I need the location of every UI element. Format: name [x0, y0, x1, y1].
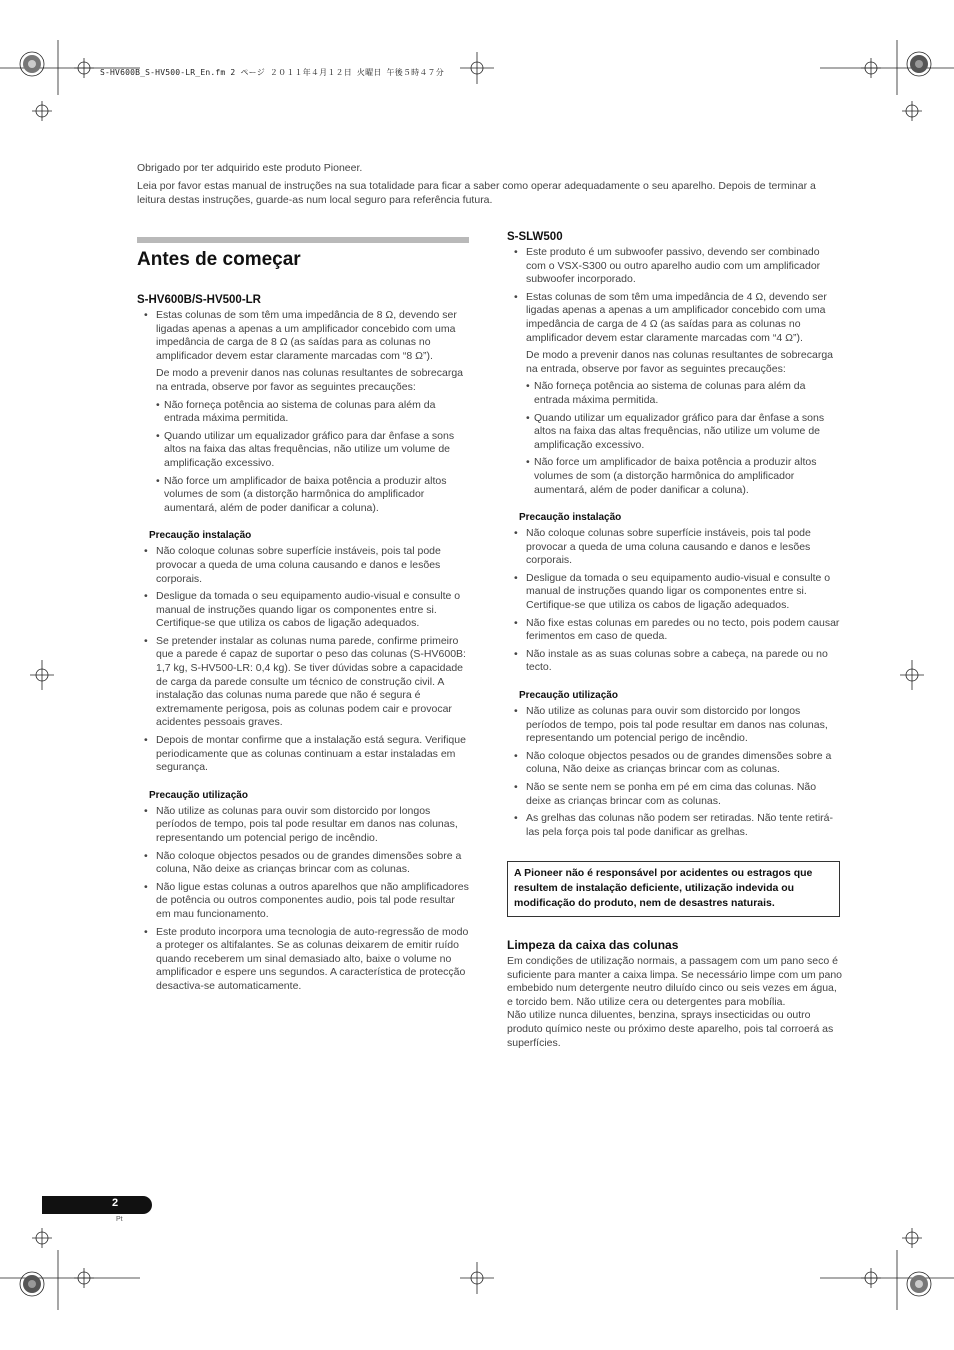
crosshair-icon: [902, 1228, 922, 1248]
crosshair-icon: [861, 58, 881, 78]
dial-target-icon: [20, 52, 44, 76]
precaution-sublist: [137, 399, 472, 516]
precaution-sublist: [507, 380, 842, 497]
page-number-tab: [42, 1196, 152, 1214]
list-item: • Não coloque colunas sobre superfície instáveis, pois tal pode provocar a queda de uma coluna causando e danos e lesões corporais.: [507, 527, 842, 568]
use-heading: Precaução utilização: [519, 690, 618, 702]
model-heading: S-HV600B/S-HV500-LR: [137, 294, 261, 306]
cleaning-paragraph: Em condições de utilização normais, a passagem com um pano seco é suficiente para manter a caixa limpa. Se necessário limpe com um pano embebido num detergente neutro diluído cinco ou seis vezes em água, e torcido bem. Não utilize cera ou detergentes para mobília.: [507, 954, 842, 1008]
list-item: • Não instale as as suas colunas sobre a cabeça, na parede ou no tecto.: [507, 648, 842, 675]
page-title: Antes de começar: [137, 249, 301, 270]
crosshair-icon: [74, 1268, 94, 1288]
list-item: • Não se sente nem se ponha em pé em cima das colunas. Não deixe as crianças brincar com as colunas.: [507, 781, 842, 808]
install-list: [507, 527, 842, 675]
page-number: 2: [112, 1197, 119, 1209]
language-code: Pt: [116, 1216, 123, 1223]
list-item: • Não forneça potência ao sistema de colunas para além da entrada máxima permitida.: [137, 399, 472, 426]
impedance-list: [137, 309, 472, 363]
crosshair-icon: [900, 660, 924, 690]
list-item: • Estas colunas de som têm uma impedância de 4 Ω, devendo ser ligadas apenas a apenas a um amplificador concebido com uma impedância de carga de 4 Ω (as saídas para as colunas no amplificador devem estar claramente marcadas com “4 Ω”).: [507, 291, 842, 345]
crosshair-icon: [74, 58, 94, 78]
right-column: [507, 230, 842, 1050]
list-item: • Desligue da tomada o seu equipamento audio-visual e consulte o manual de instruções quando ligar os componentes entre si. Certifique-se que utiliza os cabos de ligação adequados.: [507, 572, 842, 613]
dial-target-icon: [20, 1272, 44, 1296]
list-item: • Estas colunas de som têm uma impedância de 8 Ω, devendo ser ligadas apenas a apenas a um amplificador concebido com uma impedância de carga de 8 Ω (as saídas para as colunas no amplificador devem estar claramente marcadas com “8 Ω”).: [137, 309, 472, 363]
crosshair-icon: [861, 1268, 881, 1288]
subwoofer-list: [507, 246, 842, 345]
list-item: • Não force um amplificador de baixa potência a produzir altos volumes de som (a distorção harmônica do amplificador aumentará, além de poder danificar a coluna).: [137, 475, 472, 516]
list-item: • Não forneça potência ao sistema de colunas para além da entrada máxima permitida.: [507, 380, 842, 407]
list-item: • Não utilize as colunas para ouvir som distorcido por longos períodos de tempo, pois tal pode resultar em danos nas colunas, representando um potencial perigo de incêndio.: [137, 805, 472, 846]
list-item: • Se pretender instalar as colunas numa parede, confirme primeiro que a parede é capaz de suportar o peso das colunas (S-HV600B: 1,7 kg, S-HV500-LR: 0,4 kg). Se tiver dúvidas sobre a capacidade de carga da parede consulte um técnico de construção civil. A instalação das colunas numa parede que não é segura é extremamente perigosa, pois as colunas podem cair e provocar acidentes pessoais graves.: [137, 635, 472, 730]
intro-thanks: Obrigado por ter adquirido este produto Pioneer.: [137, 162, 363, 174]
intro-instructions: Leia por favor estas manual de instruções na sua totalidade para ficar a saber como operar adequadamente o seu aparelho. Depois de terminar a leitura destas instruções, guarde-as num local seguro para referência futura.: [137, 180, 816, 206]
crosshair-icon: [460, 52, 494, 84]
crosshair-icon: [460, 1262, 494, 1294]
list-item: • Não coloque objectos pesados ou de grandes dimensões sobre a coluna, Não deixe as crianças brincar com as colunas.: [137, 850, 472, 877]
crosshair-icon: [902, 101, 922, 121]
list-item: • As grelhas das colunas não podem ser retiradas. Não tente retirá-las pela força pois tal pode danificar as grelhas.: [507, 812, 842, 839]
list-item: • Este produto incorpora uma tecnologia de auto-regressão de modo a proteger os altifalantes. Se as colunas deixarem de emitir ruído quando receberem um sinal demasiado alto, baixe o volume no amplificador e espere uns segundos. A característica de protecção desactiva-se automaticamente.: [137, 926, 472, 994]
install-list: [137, 545, 472, 775]
list-item: • Não coloque colunas sobre superfície instáveis, pois tal pode provocar a queda de uma coluna causando e danos e lesões corporais.: [137, 545, 472, 586]
prevent-paragraph: De modo a prevenir danos nas colunas resultantes de sobrecarga na entrada, observe por favor as seguintes precauções:: [156, 367, 464, 393]
use-list: [137, 805, 472, 994]
prevent-paragraph: De modo a prevenir danos nas colunas resultantes de sobrecarga na entrada, observe por favor as seguintes precauções:: [526, 349, 834, 375]
intro: [137, 161, 827, 211]
install-heading: Precaução instalação: [519, 512, 622, 524]
use-heading: Precaução utilização: [149, 789, 248, 801]
dial-target-icon: [907, 52, 931, 76]
left-column: [137, 237, 472, 998]
list-item: • Quando utilizar um equalizador gráfico para dar ênfase a sons altos na faixa das altas frequências, não utilize um volume de amplificação excessivo.: [507, 412, 842, 453]
file-header: S-HV600B_S-HV500-LR_En.fm 2 ページ ２０１１年４月１２日 火曜日 午後５時４７分: [100, 68, 444, 77]
crosshair-icon: [30, 660, 54, 690]
title-bar: [137, 237, 469, 243]
model-heading: S-SLW500: [507, 231, 563, 243]
list-item: • Não ligue estas colunas a outros aparelhos que não amplificadores de potência ou outros componentes audio, pois tal pode resultar em mau funcionamento.: [137, 881, 472, 922]
list-item: • Quando utilizar um equalizador gráfico para dar ênfase a sons altos na faixa das altas frequências, não utilize um volume de amplificação excessivo.: [137, 430, 472, 471]
liability-warning-box: A Pioneer não é responsável por acidentes ou estragos que resultem de instalação deficiente, utilização indevida ou modificação do produto, nem de desastres naturais.: [507, 861, 840, 917]
list-item: • Não force um amplificador de baixa potência a produzir altos volumes de som (a distorção harmônica do amplificador aumentará, além de poder danificar a coluna).: [507, 456, 842, 497]
list-item: • Não fixe estas colunas em paredes ou no tecto, pois podem causar ferimentos em caso de queda.: [507, 617, 842, 644]
dial-target-icon: [907, 1272, 931, 1296]
list-item: • Depois de montar confirme que a instalação está segura. Verifique periodicamente que as colunas continuam a estar instaladas em segurança.: [137, 734, 472, 775]
list-item: • Não coloque objectos pesados ou de grandes dimensões sobre a coluna, Não deixe as crianças brincar com as colunas.: [507, 750, 842, 777]
list-item: • Este produto é um subwoofer passivo, devendo ser combinado com o VSX-S300 ou outro aparelho audio com um amplificador subwoofer incorporado.: [507, 246, 842, 287]
install-heading: Precaução instalação: [149, 530, 252, 542]
crosshair-icon: [32, 1228, 52, 1248]
crosshair-icon: [32, 101, 52, 121]
list-item: • Desligue da tomada o seu equipamento audio-visual e consulte o manual de instruções quando ligar os componentes entre si. Certifique-se que utiliza os cabos de ligação adequados.: [137, 590, 472, 631]
use-list: [507, 705, 842, 839]
cleaning-heading: Limpeza da caixa das colunas: [507, 938, 679, 953]
cleaning-section: [507, 955, 842, 1050]
list-item: • Não utilize as colunas para ouvir som distorcido por longos períodos de tempo, pois tal pode resultar em danos nas colunas, representando um potencial perigo de incêndio.: [507, 705, 842, 746]
cleaning-paragraph: Não utilize nunca diluentes, benzina, sprays insecticidas ou outro produto químico neste ou próximo deste aparelho, pois tal corroerá as superfícies.: [507, 1009, 834, 1049]
